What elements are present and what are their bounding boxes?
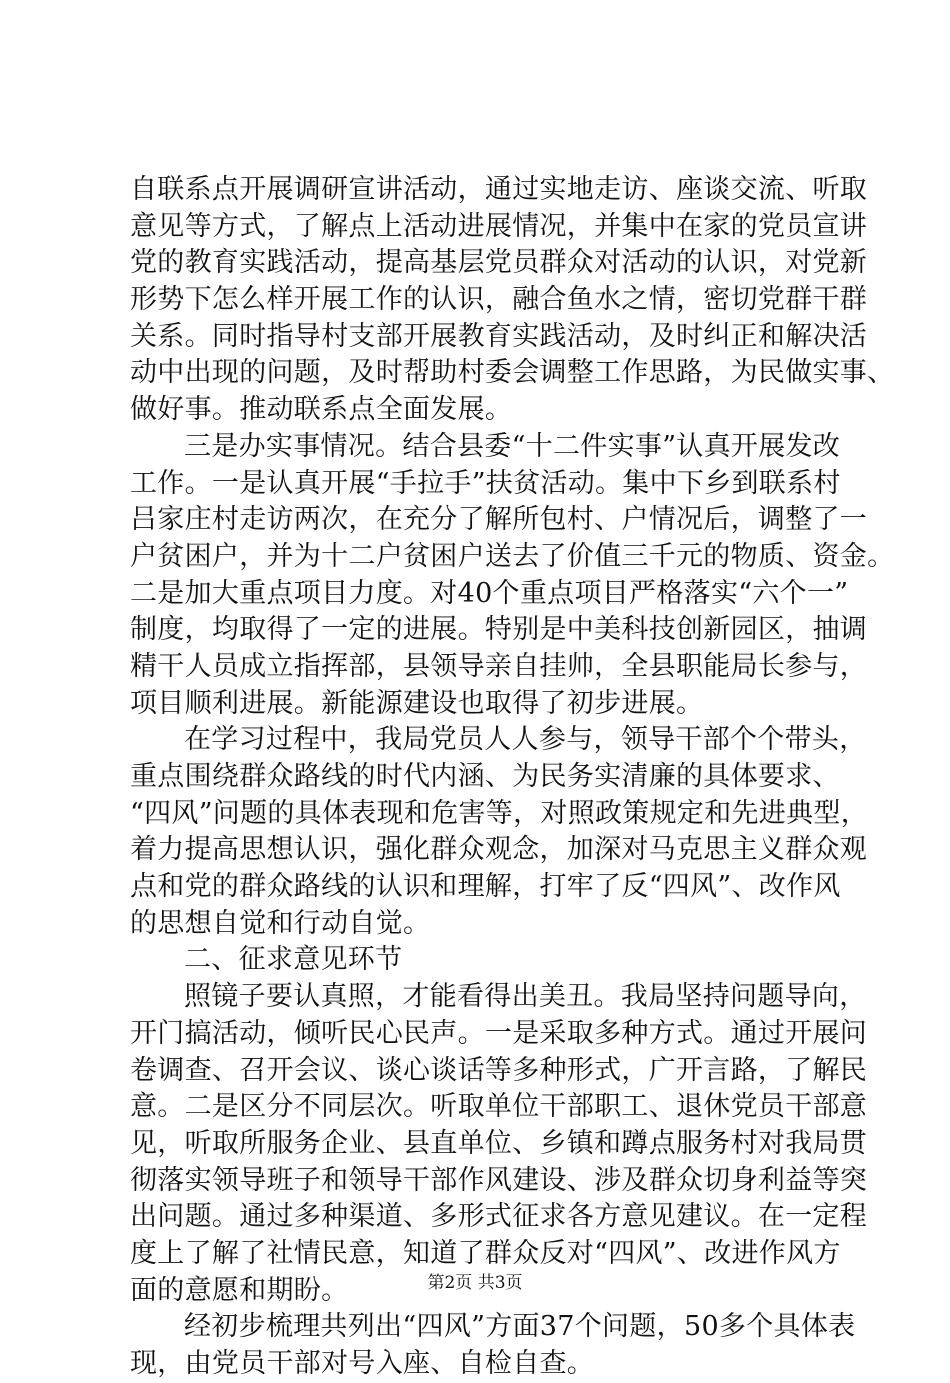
text-line: 户贫困户，并为十二户贫困户送去了价值三千元的物质、资金。 (130, 540, 895, 572)
text-line: 点和党的群众路线的认识和理解，打牢了反“四风”、改作风 (130, 871, 841, 903)
text-line: “四风”问题的具体表现和危害等，对照政策规定和先进典型， (130, 797, 869, 829)
text-line: 制度，均取得了一定的进展。特别是中美科技创新园区，抽调 (130, 614, 868, 646)
text-line: 项目顺利进展。新能源建设也取得了初步进展。 (130, 687, 704, 719)
text-line: 照镜子要认真照，才能看得出美丑。我局坚持问题导向， (184, 981, 867, 1013)
text-line: 意见等方式，了解点上活动进展情况，并集中在家的党员宣讲 (130, 210, 868, 242)
text-line: 动中出现的问题，及时帮助村委会调整工作思路，为民做实事、 (130, 357, 895, 389)
text-line: 的思想自觉和行动自觉。 (130, 907, 431, 939)
text-line: 工作。一是认真开展“手拉手”扶贫活动。集中下乡到联系村 (130, 467, 841, 499)
text-line: 关系。同时指导村支部开展教育实践活动，及时纠正和解决活 (130, 320, 868, 352)
text-line: 党的教育实践活动，提高基层党员群众对活动的认识，对党新 (130, 247, 868, 279)
text-line: 二是加大重点项目力度。对40个重点项目严格落实“六个一” (130, 577, 849, 609)
text-line: 彻落实领导班子和领导干部作风建设、涉及群众切身利益等突 (130, 1164, 868, 1196)
text-line: 重点围绕群众路线的时代内涵、为民务实清廉的具体要求、 (130, 761, 840, 792)
text-line: 卷调查、召开会议、谈心谈话等多种形式，广开言路，了解民 (130, 1054, 868, 1086)
text-line: 出问题。通过多种渠道、多形式征求各方意见建议。在一定程 (130, 1201, 868, 1233)
text-line: 度上了解了社情民意，知道了群众反对“四风”、改进作风方 (130, 1237, 841, 1269)
text-line: 吕家庄村走访两次，在充分了解所包村、户情况后，调整了一 (130, 504, 868, 536)
text-line: 做好事。推动联系点全面发展。 (130, 394, 513, 426)
text-line: 意。二是区分不同层次。听取单位干部职工、退休党员干部意 (130, 1091, 868, 1123)
text-line: 精干人员成立指挥部，县领导亲自挂帅，全县职能局长参与， (130, 650, 868, 682)
text-line: 三是办实事情况。结合县委“十二件实事”认真开展发改 (184, 430, 841, 462)
text-line: 开门搞活动，倾听民心民声。一是采取多种方式。通过开展问 (130, 1017, 868, 1049)
text-line: 形势下怎么样开展工作的认识，融合鱼水之情，密切党群干群 (130, 284, 868, 316)
text-line: 在学习过程中，我局党员人人参与，领导干部个个带头， (184, 724, 867, 756)
text-line: 面的意愿和期盼。 (130, 1274, 349, 1306)
text-line: 经初步梳理共列出“四风”方面37个问题，50多个具体表 (184, 1311, 856, 1343)
page-footer: 第2页 共3页 (427, 1273, 523, 1293)
text-line: 着力提高思想认识，强化群众观念，加深对马克思主义群众观 (130, 834, 868, 866)
text-line: 自联系点开展调研宣讲活动，通过实地走访、座谈交流、听取 (130, 174, 868, 205)
text-line: 现，由党员干部对号入座、自检自查。 (130, 1348, 595, 1379)
text-line: 二、征求意见环节 (184, 944, 403, 976)
text-line: 见，听取所服务企业、县直单位、乡镇和蹲点服务村对我局贯 (130, 1127, 868, 1159)
document-body (130, 172, 895, 1383)
